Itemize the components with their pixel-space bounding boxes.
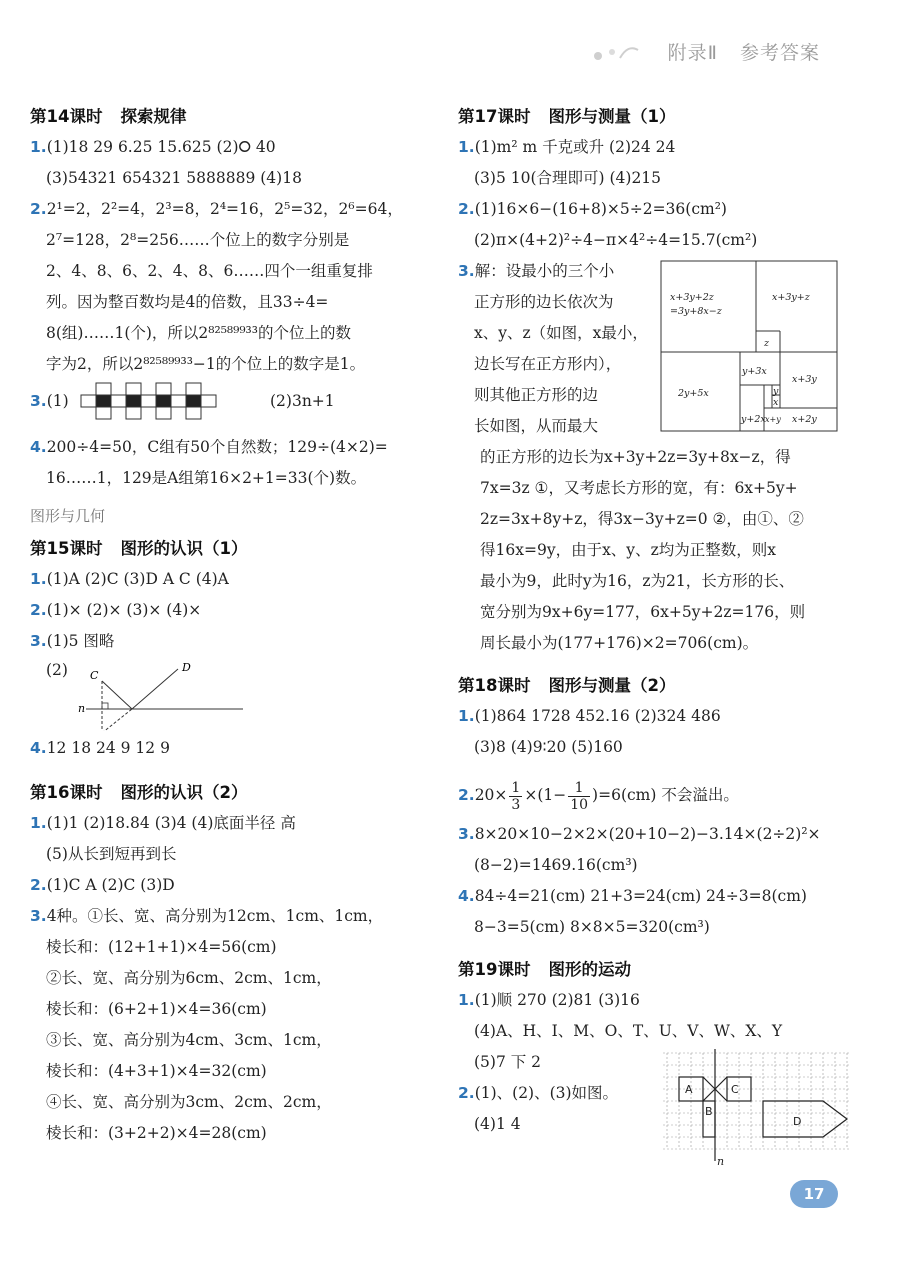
l17-q3-line7: 的正方形的边长为x+3y+2z=3y+8x−z，得	[480, 448, 791, 466]
l17-q2-line1: 2.(1)16×6−(16+8)×5÷2=36(cm²)	[458, 200, 727, 218]
sq-label-a2: =3y+8x−z	[670, 306, 722, 317]
l17-q1-line2: (3)5 10(合理即可) (4)215	[474, 169, 662, 187]
l15-q3-line1: 3.(1)5 图略	[30, 632, 115, 650]
l14-q1-line1: 1.(1)18 29 6.25 15.625 (2)⭘ 40	[30, 138, 276, 156]
l15-q4: 4.12 18 24 9 12 9	[30, 739, 170, 757]
l17-q1-line1: 1.(1)m² m 千克或升 (2)24 24	[458, 138, 676, 156]
sq-label-y2x: y+2x	[741, 414, 766, 425]
l14-q2-line6: 字为2，所以2⁸²⁵⁸⁹⁹³³−1的个位上的数字是1。	[46, 355, 366, 373]
l16-q3-line5: ③长、宽、高分别为4cm、3cm、1cm，	[46, 1031, 332, 1049]
sq-label-x: x	[773, 397, 779, 408]
sq-label-y3x: y+3x	[742, 366, 767, 377]
lesson-14-title: 第14课时 探索规律	[30, 107, 187, 126]
l14-q2-line5: 8(组)……1(个)，所以2⁸²⁵⁸⁹⁹³³的个位上的数	[46, 324, 351, 342]
l15-q3-figure	[30, 657, 430, 731]
lesson-17-title: 第17课时 图形与测量（1）	[458, 107, 676, 126]
l17-q3-block	[458, 256, 878, 442]
l14-q3-num: 3.	[30, 392, 47, 410]
l16-q3-line7: ④长、宽、高分别为3cm、2cm、2cm，	[46, 1093, 332, 1111]
l14-q3-part1: (1)	[46, 392, 69, 410]
label-n: n	[78, 702, 86, 715]
label-c: C	[90, 669, 99, 682]
pattern-figure	[80, 382, 250, 420]
l19-block	[458, 1047, 878, 1171]
reflection-line-figure	[78, 661, 248, 731]
l16-q3-line2: 棱长和：(12+1+1)×4=56(cm)	[46, 938, 277, 956]
header-decoration-icon	[590, 40, 640, 64]
l16-q3-line3: ②长、宽、高分别为6cm、2cm、1cm，	[46, 969, 332, 987]
l16-q2: 2.(1)C A (2)C (3)D	[30, 876, 175, 894]
l17-q3-line1: 3.解：设最小的三个小	[458, 262, 615, 280]
page-number: 17	[790, 1180, 838, 1208]
lesson-19-title: 第19课时 图形的运动	[458, 960, 631, 979]
l17-q3-line12: 宽分别为9x+6y=177，6x+5y+2z=176，则	[480, 603, 806, 621]
sq-label-x3y: x+3y	[792, 374, 817, 385]
l18-q1-line2: (3)8 (4)9∶20 (5)160	[474, 738, 623, 756]
l19-q2-line1: 2.(1)、(2)、(3)如图。	[458, 1084, 619, 1102]
l18-q2: 2.20× $\frac{1}{3}$ ×(1− $\frac{1}{10}$ )=6(cm) 不会溢出。	[458, 779, 739, 813]
grid-label-a: A	[685, 1083, 693, 1096]
l16-q3-line1: 3.4种。①长、宽、高分别为12cm、1cm、1cm，	[30, 907, 384, 925]
sq-label-2y5x: 2y+5x	[678, 388, 709, 399]
l16-q3-line6: 棱长和：(4+3+1)×4=32(cm)	[46, 1062, 267, 1080]
l14-q2-line2: 2⁷=128，2⁸=256……个位上的数字分别是	[46, 231, 350, 249]
l16-q3-line8: 棱长和：(3+2+2)×4=28(cm)	[46, 1124, 267, 1142]
sq-label-xy: x+y	[765, 415, 781, 424]
l16-q1-line1: 1.(1)1 (2)18.84 (3)4 (4)底面半径 高	[30, 814, 296, 832]
l14-q1-line2: (3)54321 654321 5888889 (4)18	[46, 169, 302, 187]
l19-q1-line1: 1.(1)顺 270 (2)81 (3)16	[458, 991, 640, 1009]
l18-q4-line2: 8−3=5(cm) 8×8×5=320(cm³)	[474, 918, 710, 936]
l17-q3-line2: 正方形的边长依次为	[474, 293, 614, 311]
l14-q3	[30, 380, 430, 424]
sq-label-b: x+3y+z	[772, 292, 810, 303]
sq-label-z: z	[764, 338, 770, 349]
header-appendix: 附录Ⅱ	[667, 42, 718, 64]
section-heading: 图形与几何	[30, 507, 106, 525]
l17-q3-line10: 得16x=9y，由于x、y、z均为正整数，则x	[480, 541, 776, 559]
page-header	[668, 38, 820, 65]
l14-q2-line3: 2、4、8、6、2、4、8、6……四个一组重复排	[46, 262, 373, 280]
grid-label-n: n	[717, 1155, 725, 1168]
l17-q3-line9: 2z=3x+8y+z，得3x−3y+z=0 ②，由①、②	[480, 510, 804, 528]
grid-transform-figure	[663, 1049, 853, 1169]
fraction-one-third: $\frac{1}{3}$	[511, 779, 521, 813]
sq-label-x2y: x+2y	[792, 414, 817, 425]
l16-q3-line4: 棱长和：(6+2+1)×4=36(cm)	[46, 1000, 267, 1018]
l19-q1-line2: (4)A、H、I、M、O、T、U、V、W、X、Y	[474, 1022, 783, 1040]
label-d: D	[182, 661, 191, 674]
l17-q3-line8: 7x=3z ①，又考虑长方形的宽，有：6x+5y+	[480, 479, 798, 497]
l17-q2-line2: (2)π×(4+2)²÷4−π×4²÷4=15.7(cm²)	[474, 231, 758, 249]
lesson-15-title: 第15课时 图形的认识（1）	[30, 539, 248, 558]
l17-q3-line13: 周长最小为(177+176)×2=706(cm)。	[480, 634, 759, 652]
l17-q3-line6: 长如图，从而最大	[474, 417, 599, 435]
l18-q4-line1: 4.84÷4=21(cm) 21+3=24(cm) 24÷3=8(cm)	[458, 887, 807, 905]
l15-q2: 2.(1)× (2)× (3)× (4)×	[30, 601, 202, 619]
fraction-one-tenth: $\frac{1}{10}$	[570, 779, 589, 813]
l19-q1-line3: (5)7 下 2	[474, 1053, 542, 1071]
l15-q3-part2: (2)	[46, 661, 68, 679]
sq-label-a1: x+3y+2z	[670, 292, 714, 303]
l19-q2-line2: (4)1 4	[474, 1115, 521, 1133]
right-column	[458, 100, 878, 1171]
l18-q1-line1: 1.(1)864 1728 452.16 (2)324 486	[458, 707, 721, 725]
l17-q3-line4: 边长写在正方形内），	[474, 355, 622, 373]
grid-label-d: D	[793, 1115, 802, 1128]
l15-q1: 1.(1)A (2)C (3)D A C (4)A	[30, 570, 229, 588]
l17-q3-line3: x、y、z（如图，x最小，	[474, 324, 648, 342]
squares-rectangle-figure	[660, 260, 838, 432]
lesson-16-title: 第16课时 图形的认识（2）	[30, 783, 248, 802]
grid-label-b: B	[705, 1105, 713, 1118]
l14-q3-part2: (2)3n+1	[270, 392, 335, 410]
l14-q2-line4: 列。因为整百数均是4的倍数，且33÷4=	[46, 293, 329, 311]
l14-q2-line1: 2.2¹=2，2²=4，2³=8，2⁴=16，2⁵=32，2⁶=64，	[30, 200, 403, 218]
l18-q3-line2: (8−2)=1469.16(cm³)	[474, 856, 638, 874]
l17-q3-line5: 则其他正方形的边	[474, 386, 599, 404]
lesson-18-title: 第18课时 图形与测量（2）	[458, 676, 676, 695]
l18-q3-line1: 3.8×20×10−2×2×(20+10−2)−3.14×(2÷2)²×	[458, 825, 821, 843]
grid-label-c: C	[731, 1083, 739, 1096]
left-column	[30, 100, 430, 1149]
l17-q3-line11: 最小为9，此时y为16，z为21，长方形的长、	[480, 572, 795, 590]
header-title: 参考答案	[739, 42, 820, 64]
sq-label-y: y	[773, 386, 779, 397]
l14-q4-line1: 4.200÷4=50，C组有50个自然数；129÷(4×2)=	[30, 438, 388, 456]
l14-q4-line2: 16……1，129是A组第16×2+1=33(个)数。	[46, 469, 367, 487]
l16-q1-line2: (5)从长到短再到长	[46, 845, 177, 863]
